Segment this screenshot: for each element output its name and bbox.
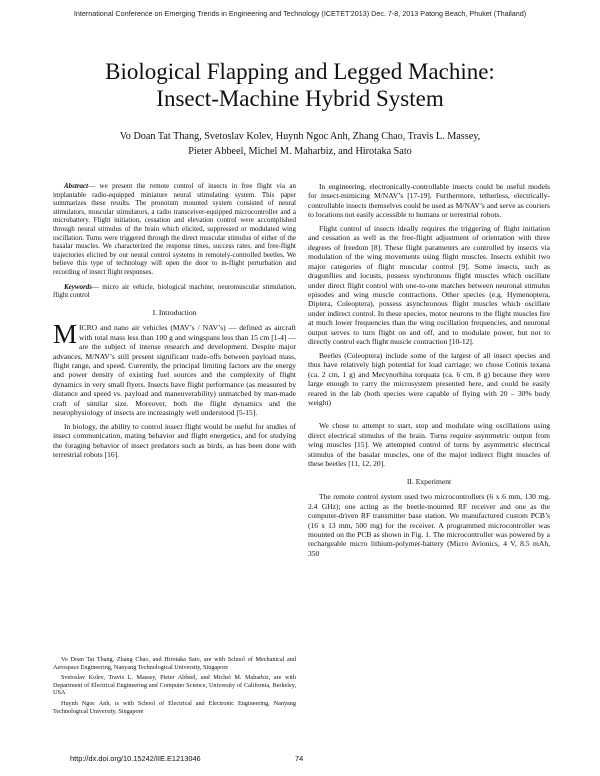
left-column — [53, 182, 296, 464]
page-number: 74 — [295, 754, 304, 763]
drop-cap: M — [53, 319, 78, 350]
introduction-text-1: ICRO and nano air vehicles (MAV’s / NAV’s) — defined as aircraft with total mass less than 100 g and wingspans less than 15 cm [1-4] — are the subject of intense research and development. Despite major advances, M/NAV’s still present significant trade-offs between payload mass, flight range, and speed. Currently, the principal limiting factors are the energy and power density of existing fuel sources and the complexity of flight dynamics in very small flyers. Insects have flight performance (as measured by distance and speed vs. payload and maneuverability) unmatched by man-made craft of similar size. Moreover, both the flight dynamics and the neurophysiology of insects are increasingly well understood [5-15]. — [53, 323, 296, 418]
abstract-paragraph — [53, 182, 296, 277]
author-list — [60, 129, 540, 159]
right-paragraph-1: In engineering, electronically-controllable insects could be useful models for insect-mimicing M/NAV’s [17-19]. Furthermore, tetherless, electrically-controllable insects themselves could be used as M/NAV’s and serve as couriers to locations not easily accessible to humans or terrestrial robots. — [308, 182, 550, 220]
keywords-paragraph — [53, 283, 296, 300]
keywords-text: — micro air vehicle, biological machine, neuromuscular stimulation, flight control — [53, 282, 296, 300]
right-column — [308, 182, 550, 562]
abstract-label: Abstract — [64, 182, 89, 190]
introduction-heading: I. Introduction — [152, 307, 197, 317]
abstract-text: — we present the remote control of insects in free flight via an implantable radio-equipped miniature neural stimulating system. This paper summarizes these results. The pronotum mounted system consisted of neural stimulators, muscular stimulators, a radio transceiver-equipped microcontroller and a microbattery. Flight initiation, cessation and elevation control were accomplished through neural stimulus of the brain which elicited, suppressed or modulated wing oscillation. Turns were triggered through the direct muscular stimulus of either of the basalar muscles. We characterized the response times, success rates, and free-flight trajectories elicited by our neural control systems in remotely-controlled beetles. We believe this type of technology will open the door to in-flight perturbation and recording of insect flight responses. — [53, 182, 296, 276]
authors-line-2: Pieter Abbeel, Michel M. Maharbiz, and Hirotaka Sato — [188, 146, 412, 157]
authors-line-1: Vo Doan Tat Thang, Svetoslav Kolev, Huynh Ngoc Anh, Zhang Chao, Travis L. Massey, — [119, 131, 481, 142]
introduction-paragraph-1 — [53, 319, 296, 418]
right-paragraph-3: Beetles (Coleoptera) include some of the largest of all insect species and thus have relatively high potential for load carriage; we chose Cotinis texana (ca. 2 cm, 1 g) and Mecynorhina torquata (ca. 6 cm, 8 g) because they were large enough to carry the microsystem presented here, and could be easily reared in the lab (both species were capable of flying with 20 – 30% body weight) — [308, 350, 550, 407]
title-line-1: Biological Flapping and Legged Machine: — [105, 59, 495, 84]
paper-title — [40, 58, 560, 112]
affiliation-footnote — [53, 656, 296, 718]
doi-link[interactable]: http://dx.doi.org/10.15242/IIE.E1213046 — [70, 754, 201, 763]
footnote-paragraph-3: Huynh Ngoc Anh, is with School of Electrical and Electronic Engineering, Nanyang Technological University, Singapore — [53, 699, 296, 715]
right-paragraph-4: We chose to attempt to start, stop and modulate wing oscillations using direct electrical stimulus of the brain. Turns require asymmetric output from wing muscles [15]. We attempted control of turns by asymmetric electrical stimulus of the basalar muscles, one of the major indirect flight muscles of these beetles [11, 12, 20]. — [308, 421, 550, 469]
title-line-2: Insect-Machine Hybrid System — [156, 86, 444, 111]
paragraph-gap — [308, 411, 550, 421]
keywords-label: Keywords — [64, 282, 92, 291]
experiment-heading: II. Experiment — [406, 476, 452, 486]
conference-header: International Conference on Emerging Trends in Engineering and Technology (ICETET'2013) Dec. 7-8, 2013 Patong Beach, Phuket (Thailand) — [73, 9, 527, 18]
footnote-paragraph-2: Svetoslav Kolev, Travis L. Massey, Pieter Abbeel, and Michel M. Maharbiz, are with Department of Electrical Engineering and Computer Science, University of California, Berkeley, USA — [53, 674, 296, 697]
abstract-section — [53, 182, 296, 300]
right-paragraph-2: Flight control of insects ideally requires the triggering of flight initiation and cessation as well as the free-flight adjustment of orientation with three degrees of freedom [8]. These flight parameters are controlled by insects via modulation of the wing movements using flight muscles. Insects exhibit two major categories of flight muscular control [9]. Some insects, such as dragonflies and locusts, possess synchronous flight muscles which oscillate under direct flight control with one-to-one matches between neuronal stimulus episodes and wing muscle contractions. Other species (e.g. Hymenoptera, Diptera, Coleoptera), possess asynchronous flight muscles which oscillate under indirect control. In these species, motor neurons to the flight muscles fire at much lower frequencies than the wing oscillation frequencies, and neuronal output serves to turn flight on and off, and to modulate power, but not to directly control each flight muscle contraction [10-12]. — [308, 223, 550, 347]
right-paragraph-5: The remote control system used two microcontrollers (6 x 6 mm, 130 mg, 2.4 GHz); one acting as the beetle-mounted RF receiver and one as the computer-driven RF transmitter base station. We manufactured custom PCB’s (16 x 13 mm, 500 mg) for the receiver. A programmed microcontroller was mounted on the PCB as shown in Fig. 1. The microcontroller was powered by a rechargeable micro lithium-polymer-battery (Micro Avionics, 4 V, 8.5 mAh, 350 — [308, 492, 550, 558]
introduction-paragraph-2: In biology, the ability to control insect flight would be useful for studies of insect communication, mating behavior and flight energetics, and for studying the foraging behavior of insect predators such as birds, as has been done with terrestrial robots [16]. — [53, 421, 296, 460]
footnote-paragraph-1: Vo Doan Tat Thang, Zhang Chao, and Hirotaka Sato, are with School of Mechanical and Aerospace Engineering, Nanyang Technological University, Singapore — [53, 656, 296, 671]
